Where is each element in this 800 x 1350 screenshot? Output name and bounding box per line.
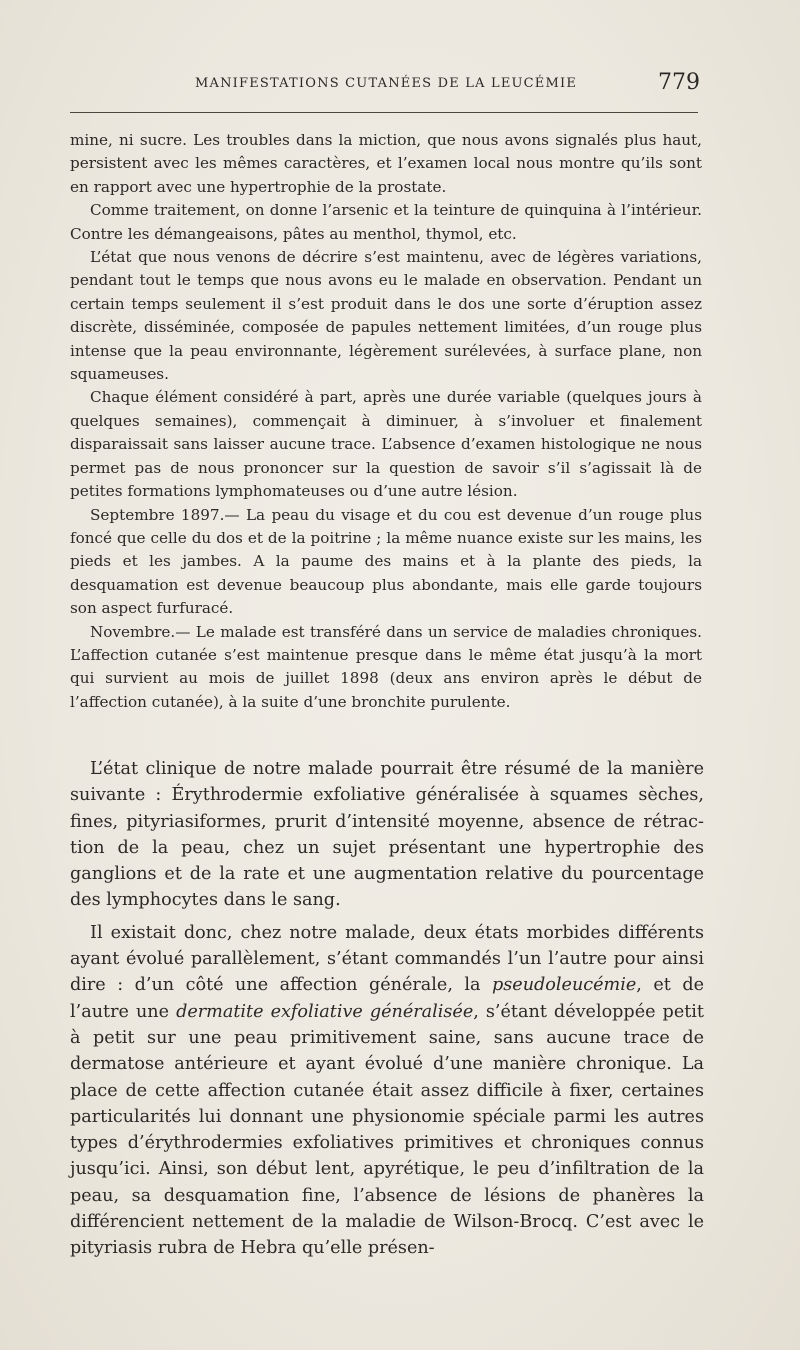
- case-notes-paragraph-3: L’état que nous venons de décrire s’est maintenu, avec de légères variations, pendant tout le temps que nous avons eu le malade en observation. Pendant un certain temps seulement il s’est produit dans le dos une sorte d’éruption assez discrète, disséminée, composée de papules nettement limitées, d’un rouge plus intense que la peau environnante, légèrement surélevées, à surface plane, non squameuses.: [70, 248, 702, 384]
- discussion-text-b: , et de l’autre une: [70, 975, 704, 1022]
- running-title: MANIFESTATIONS CUTANÉES DE LA LEUCÉMIE: [195, 76, 578, 91]
- case-notes-paragraph-6: Novembre.— Le malade est transféré dans un service de maladies chroniques. L’affection cutanée s’est maintenue presque dans le même état jusqu’à la mort qui survient au mois de juillet 1898 (deux ans environ après le début de l’affection cutanée), à la suite d’une bronchite purulente.: [70, 622, 702, 711]
- case-notes-paragraph-5: Septembre 1897.— La peau du visage et du cou est devenue d’un rouge plus foncé que celle du dos et de la poitrine ; la même nuance existe sur les mains, les pieds et les jambes. A la paume des mains et à la plante des pieds, la desquamation est devenue beaucoup plus abondante, mais elle garde toujours son aspect furfuracé.: [70, 505, 702, 618]
- discussion: [70, 756, 704, 1262]
- case-notes-paragraph-4: Chaque élément considéré à part, après une durée variable (quelques jours à quelques semaines), commençait à diminuer, à s’involuer et finalement disparaissait sans laisser aucune trace. L’absence d’examen histologique ne nous permet pas de nous prononcer sur la question de savoir s’il s’agissait là de petites formations lymphomateuses ou d’une autre lésion.: [70, 388, 702, 501]
- case-notes-paragraph-2: Comme traitement, on donne l’arsenic et la teinture de quinquina à l’intérieur. Contre les démangeaisons, pâtes au menthol, thymol, etc.: [70, 201, 702, 243]
- term-pseudoleucemie: pseudoleucémie: [492, 975, 637, 996]
- term-dermatite-exfoliative: dermatite exfoliative généralisée: [176, 1001, 474, 1022]
- case-notes-paragraph-1: mine, ni sucre. Les troubles dans la miction, que nous avons signalés plus haut, persistent avec les mêmes caractères, et l’examen local nous montre qu’ils sont en rapport avec une hypertrophie de la prostate.: [70, 131, 702, 196]
- case-notes: [70, 129, 702, 714]
- header-rule: [70, 112, 698, 113]
- discussion-text-c: , s’étant développée petit à petit sur une peau primitivement saine, sans aucune trace de dermatose antérieure et ayant évolué d’une manière chronique. La place de cette affection cutanée était assez difficile à fixer, certaines particularités lui donnant une physionomie spéciale parmi les autres types d’érythrodermies exfoliatives primitives et chroniques connus jusqu’ici. Ainsi, son début lent, apyrétique, le peu d’infiltration de la peau, sa desquamation fine, l’absence de lésions de phanères la différencient nettement de la maladie de Wilson-Brocq. C’est avec le pityriasis rubra de Hebra qu’elle présen-: [70, 1001, 704, 1259]
- discussion-text-a: Il existait donc, chez notre malade, deux états morbides différents ayant évolué parallèlement, s’étant commandés l’un l’autre pour ainsi dire : d’un côté une affection générale, la: [70, 922, 704, 996]
- discussion-paragraph-1: L’état clinique de notre malade pourrait être résumé de la manière suivante : Érythrodermie exfoliative généralisée à squames sèches, fines, pityriasiformes, prurit d’intensité moyenne, absence de rétraction de la peau, chez un sujet présentant une hypertrophie des ganglions et de la rate et une augmentation relative du pourcentage des lymphocytes dans le sang.: [70, 759, 704, 911]
- page-number: 779: [658, 70, 700, 95]
- running-head: [195, 70, 700, 100]
- discussion-paragraph-2: [70, 920, 704, 1262]
